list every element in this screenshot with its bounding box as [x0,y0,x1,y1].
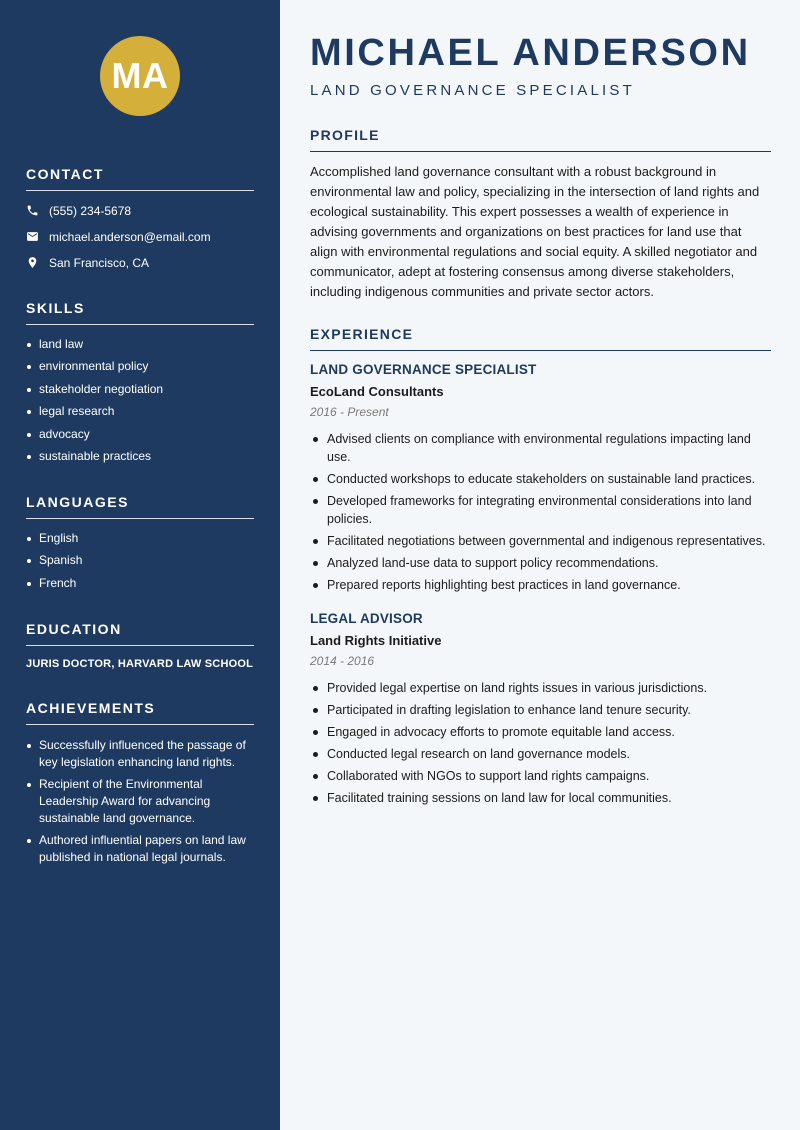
skill-item: legal research [26,404,254,419]
contact-section [26,166,254,270]
job-bullet: Developed frameworks for integrating environmental considerations into land policies. [310,492,771,528]
job-bullet: Advised clients on compliance with environmental regulations impacting land use. [310,430,771,466]
avatar [100,36,180,116]
skills-section [26,300,254,464]
job-bullet: Facilitated negotiations between governmental and indigenous representatives. [310,532,771,550]
email-text: michael.anderson@email.com [49,229,211,244]
achievement-item: Successfully influenced the passage of key legislation enhancing land rights. [26,737,254,771]
job-bullet: Conducted workshops to educate stakeholders on sustainable land practices. [310,470,771,488]
job-bullets [310,679,771,807]
job-bullet: Provided legal expertise on land rights issues in various jurisdictions. [310,679,771,697]
profile-section [310,127,771,302]
languages-list [26,531,254,591]
language-item: Spanish [26,553,254,568]
languages-heading: LANGUAGES [26,494,254,519]
language-item: English [26,531,254,546]
job-bullet: Collaborated with NGOs to support land rights campaigns. [310,767,771,785]
job-title: LAND GOVERNANCE SPECIALIST [310,362,537,377]
avatar-initials: MA [111,55,169,96]
profile-text: Accomplished land governance consultant with a robust background in environmental law and policy, specializing in the intersection of land rights and ecological sustainability. This expert possesses a wealth of experience in advising governments and organizations on best practices for land use that align with environmental regulations and social equity. A skilled negotiator and communicator, adept at fostering consensus among diverse stakeholders, including indigenous communities and private sector actors. [310,164,760,299]
phone-icon [26,204,39,217]
achievement-item: Authored influential papers on land law published in national legal journals. [26,832,254,866]
job-bullet: Engaged in advocacy efforts to promote equitable land access. [310,723,771,741]
job-dates: 2016 - Present [310,405,389,419]
job-title: LEGAL ADVISOR [310,611,423,626]
job-bullets [310,430,771,594]
contact-heading: CONTACT [26,166,254,191]
job-bullet: Participated in drafting legislation to enhance land tenure security. [310,701,771,719]
contact-phone [26,203,254,218]
mail-icon [26,230,39,243]
education-section [26,621,254,670]
job-bullet: Prepared reports highlighting best practices in land governance. [310,576,771,594]
achievements-list [26,737,254,866]
job-dates: 2014 - 2016 [310,654,375,668]
experience-section [310,326,771,807]
main-content [280,0,800,1130]
language-item: French [26,576,254,591]
candidate-title: LAND GOVERNANCE SPECIALIST [310,82,635,99]
achievements-heading: ACHIEVEMENTS [26,700,254,725]
experience-heading: EXPERIENCE [310,326,771,351]
company-name: Land Rights Initiative [310,633,442,648]
achievements-section [26,700,254,866]
skill-item: stakeholder negotiation [26,382,254,397]
contact-location [26,255,254,270]
languages-section [26,494,254,591]
company-name: EcoLand Consultants [310,384,444,399]
location-text: San Francisco, CA [49,255,150,270]
location-pin-icon [26,256,39,269]
job-entry [310,610,771,807]
job-bullet: Conducted legal research on land governance models. [310,745,771,763]
skills-list [26,337,254,464]
achievement-item: Recipient of the Environmental Leadership Award for advancing sustainable land governance. [26,776,254,827]
job-entry [310,361,771,594]
skill-item: sustainable practices [26,449,254,464]
profile-heading: PROFILE [310,127,771,152]
skill-item: advocacy [26,427,254,442]
phone-text: (555) 234-5678 [49,203,132,218]
education-heading: EDUCATION [26,621,254,646]
job-bullet: Analyzed land-use data to support policy recommendations. [310,554,771,572]
contact-email [26,229,254,244]
skill-item: environmental policy [26,359,254,374]
skill-item: land law [26,337,254,352]
education-item: JURIS DOCTOR, HARVARD LAW SCHOOL [26,657,254,670]
sidebar [0,0,280,1130]
job-bullet: Facilitated training sessions on land law for local communities. [310,789,771,807]
skills-heading: SKILLS [26,300,254,325]
candidate-name: MICHAEL ANDERSON [310,32,751,74]
